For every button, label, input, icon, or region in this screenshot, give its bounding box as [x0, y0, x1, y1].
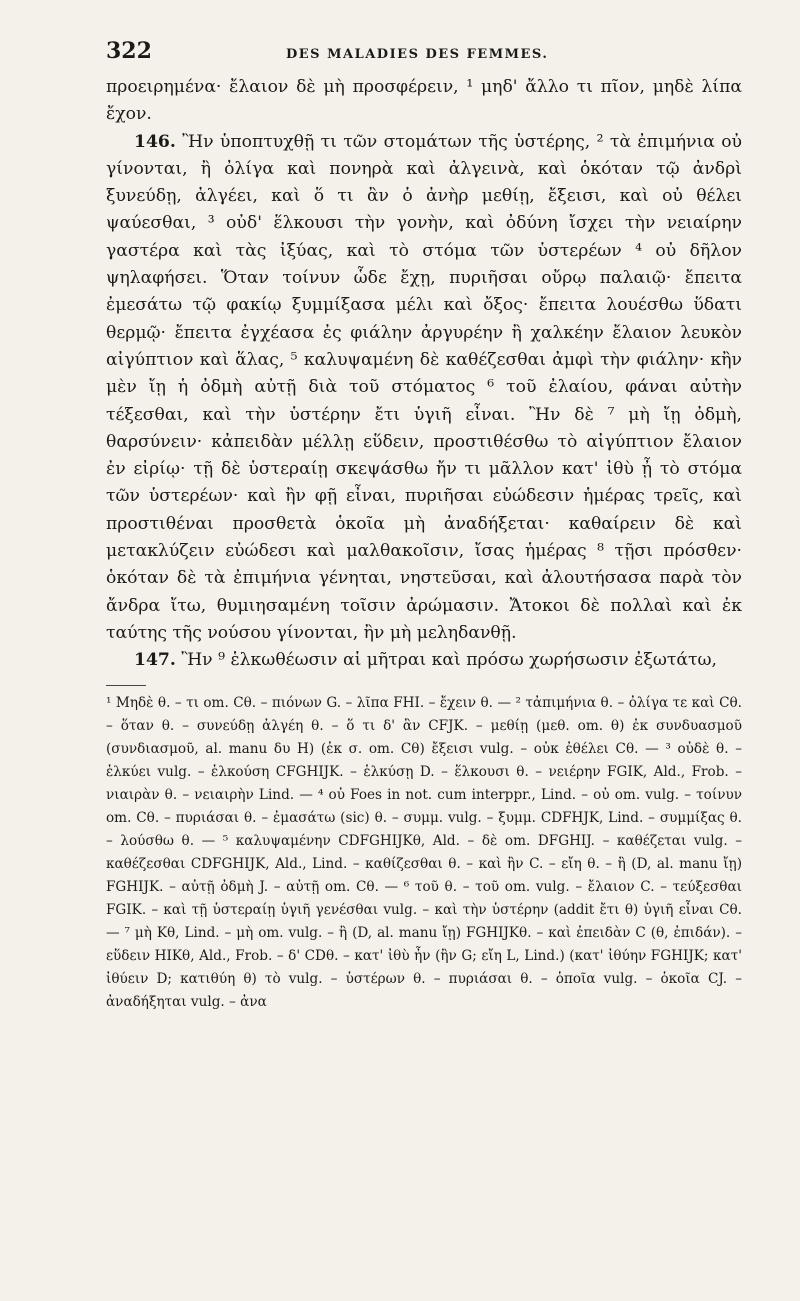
main-text: [106, 74, 742, 675]
footnote-text: ¹ Μηδὲ θ. – τι om. Cθ. – πιόνων G. – λῖπα FHI. – ἔχειν θ. — ² τἀπιμήνια θ. – ὀλίγα τε καὶ Cθ. – ὅταν θ. – συνεύδῃ ἀλγέη θ. – ὅ τι δ' ἂν CFJK. – μεθίῃ (μεθ. om. θ) ἐκ συνδυασμοῦ (συνδιασμοῦ, al. manu δυ H) (ἐκ σ. om. Cθ) ἔξεισι vulg. – οὐκ ἐθέλει Cθ. — ³ οὐδὲ θ. – ἑλκύει vulg. – ἑλκούση CFGHIJK. – ἑλκύσῃ D. – ἕλκουσι θ. – νειέρην FGIK, Ald., Frob. – νιαιρὰν θ. – νειαιρὴν Lind. — ⁴ οὐ Foes in not. cum interppr., Lind. – οὐ om. vulg. – τοίνυν om. Cθ. – πυριάσαι θ. – ἐμασάτω (sic) θ. – συμμ. vulg. – ξυμμ. CDFHJK, Lind. – συμμίξας θ. – λούσθω θ. — ⁵ καλυψαμένην CDFGHIJKθ, Ald. – δὲ om. DFGHIJ. – καθέζεται vulg. – καθέζεσθαι CDFGHIJK, Ald., Lind. – καθίζεσθαι θ. – καὶ ἢν C. – εἴη θ. – ἢ (D, al. manu ἴῃ) FGHIJK. – αὐτῇ ὀδμὴ J. – αὐτῇ om. Cθ. — ⁶ τοῦ θ. – τοῦ om. vulg. – ἔλαιον C. – τεύξεσθαι FGIK. – καὶ τῇ ὑστεραίῃ ὑγιῆ γενέσθαι vulg. – καὶ τὴν ὑστέρην (addit ἔτι θ) ὑγιῆ εἶναι Cθ. — ⁷ μὴ Kθ, Lind. – μὴ om. vulg. – ἢ (D, al. manu ἴῃ) FGHIJKθ. – καὶ ἐπειδὰν C (θ, ἐπιδάν). – εὕδειν HIKθ, Ald., Frob. – δ' CDθ. – κατ' ἰθὺ ἦν (ἢν G; εἴη L, Lind.) (κατ' ἰθύην FGHIJK; κατ' ἰθύειν D; κατιθύη θ) τὸ vulg. – ὑστέρων θ. – πυριάσαι θ. – ὁποῖα vulg. – ὁκοῖα CJ. – ἀναδήξηται vulg. – ἀνα: [106, 694, 742, 1010]
section-146: [106, 129, 742, 648]
continuation-paragraph: προειρημένα· ἔλαιον δὲ μὴ προσφέρειν, ¹ μηδ' ἄλλο τι πῖον, μηδὲ λίπα ἔχον.: [106, 77, 742, 125]
running-head: [106, 38, 742, 72]
footnotes: [106, 692, 742, 1014]
section-147-number: 147.: [134, 650, 176, 671]
footnote-rule: [106, 685, 146, 686]
section-146-text: Ἢν ὑποπτυχθῇ τι τῶν στομάτων τῆς ὑστέρης, ² τὰ ἐπιμήνια οὐ γίνονται, ἢ ὀλίγα καὶ πονηρὰ καὶ ἀλγεινὰ, καὶ ὁκόταν τῷ ἀνδρὶ ξυνεύδῃ, ἀλγέει, καὶ ὅ τι ἂν ὁ ἀνὴρ μεθίῃ, ἔξεισι, καὶ οὐ θέλει ψαύεσθαι, ³ οὐδ' ἕλκουσι τὴν γονὴν, καὶ ὀδύνη ἴσχει τὴν νειαίρην γαστέρα καὶ τὰς ἰξύας, καὶ τὸ στόμα τῶν ὑστερέων ⁴ οὐ δῆλον ψηλαφήσει. Ὅταν τοίνυν ὧδε ἔχῃ, πυριῆσαι οὔρῳ παλαιῷ· ἔπειτα ἐμεσάτω τῷ φακίῳ ξυμμίξασα μέλι καὶ ὄξος· ἔπειτα λουέσθω ὕδατι θερμῷ· ἔπειτα ἐγχέασα ἐς φιάλην ἀργυρέην ἢ χαλκέην ἔλαιον λευκὸν αἰγύπτιον καὶ ἅλας, ⁵ καλυψαμένη δὲ καθέζεσθαι ἀμφὶ τὴν φιάλην· κἢν μὲν ἴῃ ἡ ὀδμὴ αὐτῇ διὰ τοῦ στόματος ⁶ τοῦ ἐλαίου, φάναι αὐτὴν τέξεσθαι, καὶ τὴν ὑστέρην ἔτι ὑγιῆ εἶναι. Ἢν δὲ ⁷ μὴ ἴῃ ὀδμὴ, θαρσύνειν· κἀπειδὰν μέλλῃ εὕδειν, προστιθέσθω τὸ αἰγύπτιον ἔλαιον ἐν εἰρίῳ· τῇ δὲ ὑστεραίῃ σκεψάσθω ἤν τι μᾶλλον κατ' ἰθὺ ᾖ τὸ στόμα τῶν ὑστερέων· καὶ ἢν φῇ εἶναι, πυριῆσαι εὐώδεσιν ἡμέρας τρεῖς, καὶ προστιθέναι προσθετὰ ὁκοῖα μὴ ἀναδήξεται· καθαίρειν δὲ καὶ μετακλύζειν εὐώδεσι καὶ μαλθακοῖσιν, ἴσας ἡμέρας ⁸ τῇσι πρόσθεν· ὁκόταν δὲ τὰ ἐπιμήνια γένηται, νηστεῦσαι, καὶ ἀλουτήσασα παρὰ τὸν ἄνδρα ἴτω, θυμιησαμένη τοῖσιν ἀρώμασιν. Ἄτοκοι δὲ πολλαὶ καὶ ἐκ ταύτης τῆς νούσου γίνονται, ἢν μὴ μεληδανθῇ.: [106, 131, 742, 643]
section-147: [106, 647, 742, 674]
running-title: DES MALADIES DES FEMMES.: [286, 47, 549, 62]
section-146-number: 146.: [134, 131, 176, 152]
page-number: 322: [106, 38, 152, 64]
section-147-text: Ἢν ⁹ ἑλκωθέωσιν αἱ μῆτραι καὶ πρόσω χωρήσωσιν ἐξωτάτω,: [181, 650, 717, 671]
